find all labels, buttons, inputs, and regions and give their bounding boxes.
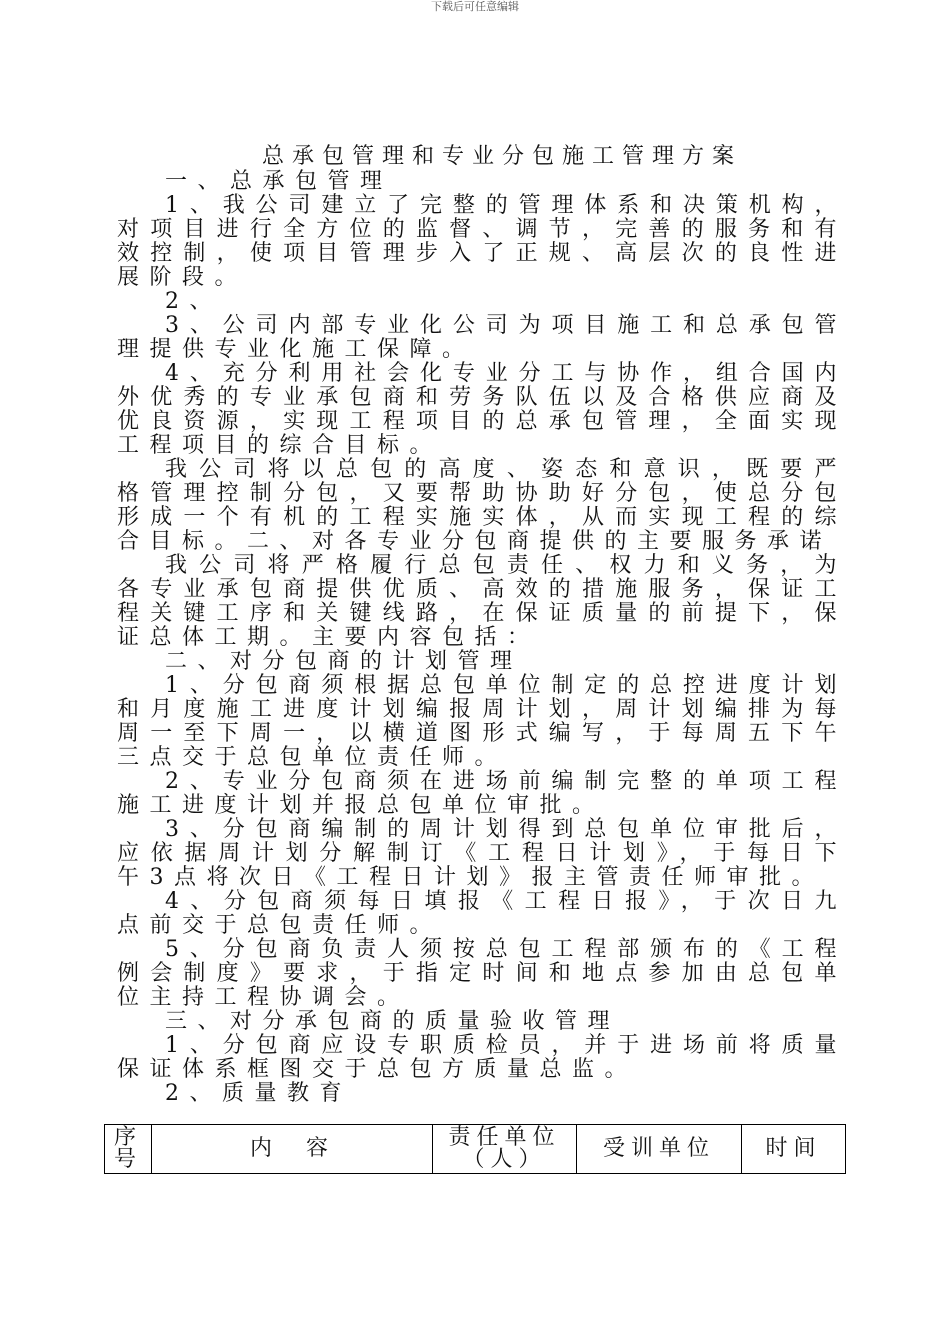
paragraph-plan-3: 3、分包商编制的周计划得到总包单位审批后，应依据周计划分解制订《工程日计划》，于每日下午3点将次日《工程日计划》报主管责任师审批。 bbox=[117, 817, 847, 890]
table-header-cell: 受训单位 bbox=[577, 1125, 742, 1174]
document-body bbox=[117, 144, 847, 1106]
paragraph-plan-2: 2、专业分包商须在进场前编制完整的单项工程施工进度计划并报总包单位审批。 bbox=[117, 769, 847, 818]
paragraph-general-intent: 我公司将以总包的高度、姿态和意识，既要严格管理控制分包，又要帮助协助好分包，使总分包形成一个有机的工程实施实体，从而实现工程的综合目标。二、对各专业分包商提供的主要服务承诺 bbox=[117, 457, 847, 554]
table-header-cell: 序号 bbox=[105, 1125, 152, 1174]
document-title: 总承包管理和专业分包施工管理方案 bbox=[261, 144, 742, 169]
paragraph-item-2: 2、 bbox=[165, 289, 222, 314]
table-header-cell: 时间 bbox=[742, 1125, 846, 1174]
table-header-cell: 内 容 bbox=[152, 1125, 433, 1174]
paragraph-quality-2: 2、质量教育 bbox=[165, 1081, 352, 1106]
paragraph-quality-1: 1、分包商应设专职质检员，并于进场前将质量保证体系框图交于总包方质量总监。 bbox=[117, 1033, 847, 1082]
heading-quality-management: 三、对分承包商的质量验收管理 bbox=[165, 1009, 621, 1034]
paragraph-item-3: 3、公司内部专业化公司为项目施工和总承包管理提供专业化施工保障。 bbox=[117, 313, 847, 362]
page-header-note: 下载后可任意编辑 bbox=[431, 0, 519, 13]
paragraph-plan-5: 5、分包商负责人须按总包工程部颁布的《工程例会制度》要求，于指定时间和地点参加由总包单位主持工程协调会。 bbox=[117, 937, 847, 1010]
paragraph-service-commitment: 我公司将严格履行总包责任、权力和义务，为各专业承包商提供优质、高效的措施服务，保证工程关键工序和关键线路，在保证质量的前提下，保证总体工期。主要内容包括： bbox=[117, 553, 847, 650]
table-header-cell: 责任单位（人） bbox=[433, 1125, 577, 1174]
paragraph-item-1: 1、我公司建立了完整的管理体系和决策机构，对项目进行全方位的监督、调节，完善的服务和有效控制，使项目管理步入了正规、高层次的良性进展阶段。 bbox=[117, 193, 847, 290]
heading-general-contract: 一、总承包管理 bbox=[165, 169, 393, 194]
quality-education-table bbox=[104, 1124, 846, 1174]
paragraph-item-4: 4、充分利用社会化专业分工与协作，组合国内外优秀的专业承包商和劳务队伍以及合格供应商及优良资源，实现工程项目的总承包管理，全面实现工程项目的综合目标。 bbox=[117, 361, 847, 458]
paragraph-plan-4: 4、分包商须每日填报《工程日报》，于次日九点前交于总包责任师。 bbox=[117, 889, 847, 938]
heading-plan-management: 二、对分包商的计划管理 bbox=[165, 649, 523, 674]
paragraph-plan-1: 1、分包商须根据总包单位制定的总控进度计划和月度施工进度计划编报周计划，周计划编排为每周一至下周一，以横道图形式编写，于每周五下午三点交于总包单位责任师。 bbox=[117, 673, 847, 770]
table-header-row bbox=[105, 1125, 846, 1174]
